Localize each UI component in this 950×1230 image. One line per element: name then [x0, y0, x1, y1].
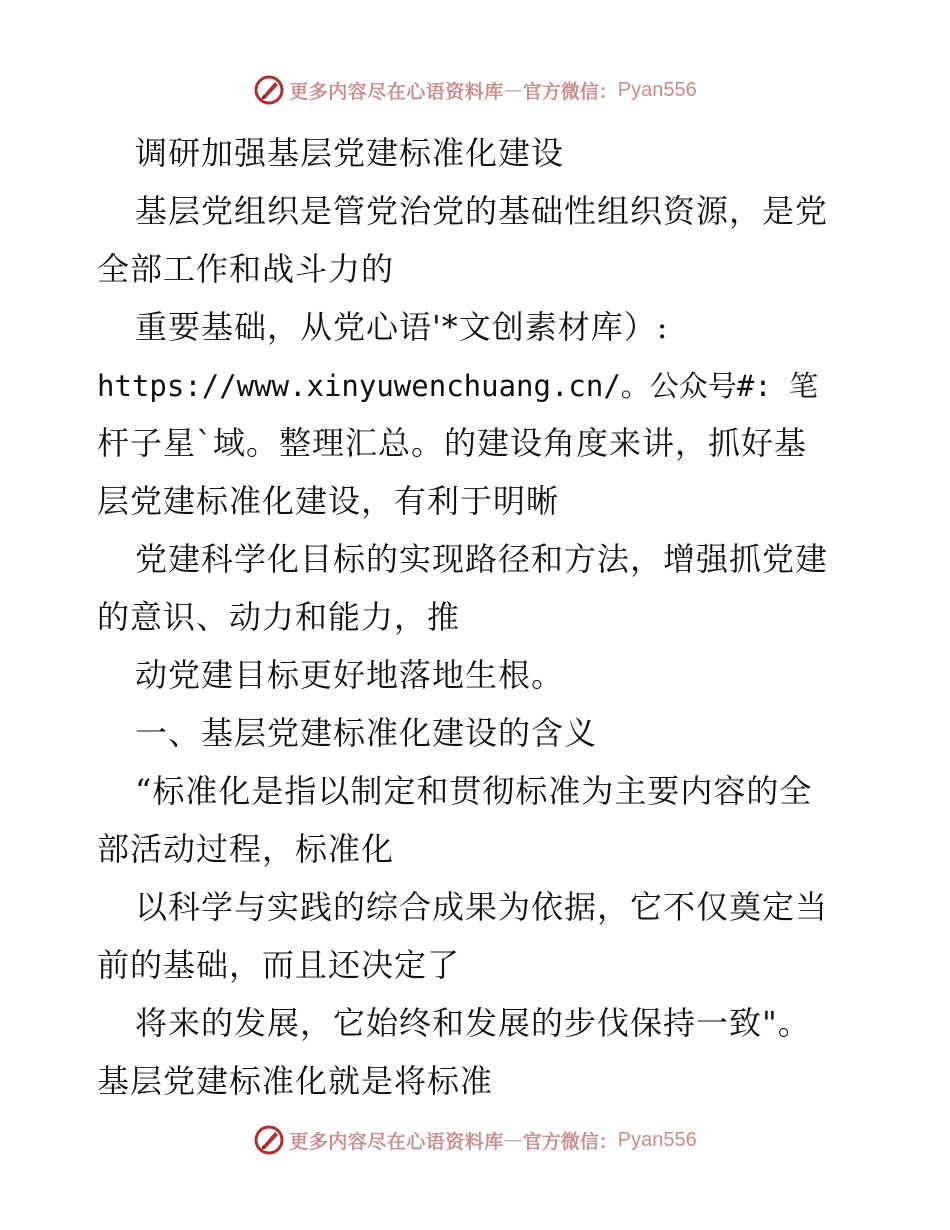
document-body	[97, 124, 857, 1110]
paragraph-line: “标准化是指以制定和贯彻标准为主要内容的全	[135, 772, 813, 810]
document-title: 调研加强基层党建标准化建设	[135, 134, 565, 172]
paragraph-line: 前的基础，而且还决定了	[97, 946, 461, 984]
paragraph-line: 动党建目标更好地落地生根。	[135, 656, 565, 694]
banner-wechat-id: Pyan556	[617, 1128, 697, 1151]
banner-library-text: 更多内容尽在心语资料库	[289, 1130, 504, 1153]
section-heading: 一、基层党建标准化建设的含义	[135, 714, 598, 752]
banner-wechat-id: Pyan556	[617, 78, 697, 101]
paragraph-line: 部活动过程，标准化	[97, 830, 395, 868]
quill-pen-logo-icon	[253, 1124, 285, 1156]
paragraph-line-url	[97, 356, 857, 414]
banner-separator: —	[503, 1129, 523, 1151]
paragraph-line: 基层党组织是管党治党的基础性组织资源，是党	[135, 192, 829, 230]
paragraph-line: 的意识、动力和能力，推	[97, 598, 461, 636]
paragraph-line: 全部工作和战斗力的	[97, 250, 395, 288]
banner-wechat-label: 官方微信：	[522, 1130, 618, 1153]
source-link[interactable]: https://www.xinyuwenchuang.cn/。公众号#: 笔	[97, 369, 819, 403]
paragraph-line: 杆子星`域。整理汇总。的建设角度来讲，抓好基	[97, 424, 808, 462]
quill-pen-logo-icon	[253, 74, 285, 106]
footer-banner	[0, 1120, 950, 1160]
paragraph-line: 以科学与实践的综合成果为依据，它不仅奠定当	[135, 888, 829, 926]
paragraph-line: 党建科学化目标的实现路径和方法，增强抓党建	[135, 540, 829, 578]
banner-separator: —	[503, 79, 523, 101]
banner-library-text: 更多内容尽在心语资料库	[289, 80, 504, 103]
paragraph-line: 层党建标准化建设，有利于明晰	[97, 482, 560, 520]
banner-wechat-label: 官方微信：	[522, 80, 618, 103]
paragraph-line: 基层党建标准化就是将标准	[97, 1062, 494, 1100]
header-banner	[0, 70, 950, 110]
paragraph-line: 重要基础，从党心语'*文创素材库）:	[135, 308, 669, 346]
paragraph-line: 将来的发展，它始终和发展的步伐保持一致"。	[135, 1004, 811, 1042]
